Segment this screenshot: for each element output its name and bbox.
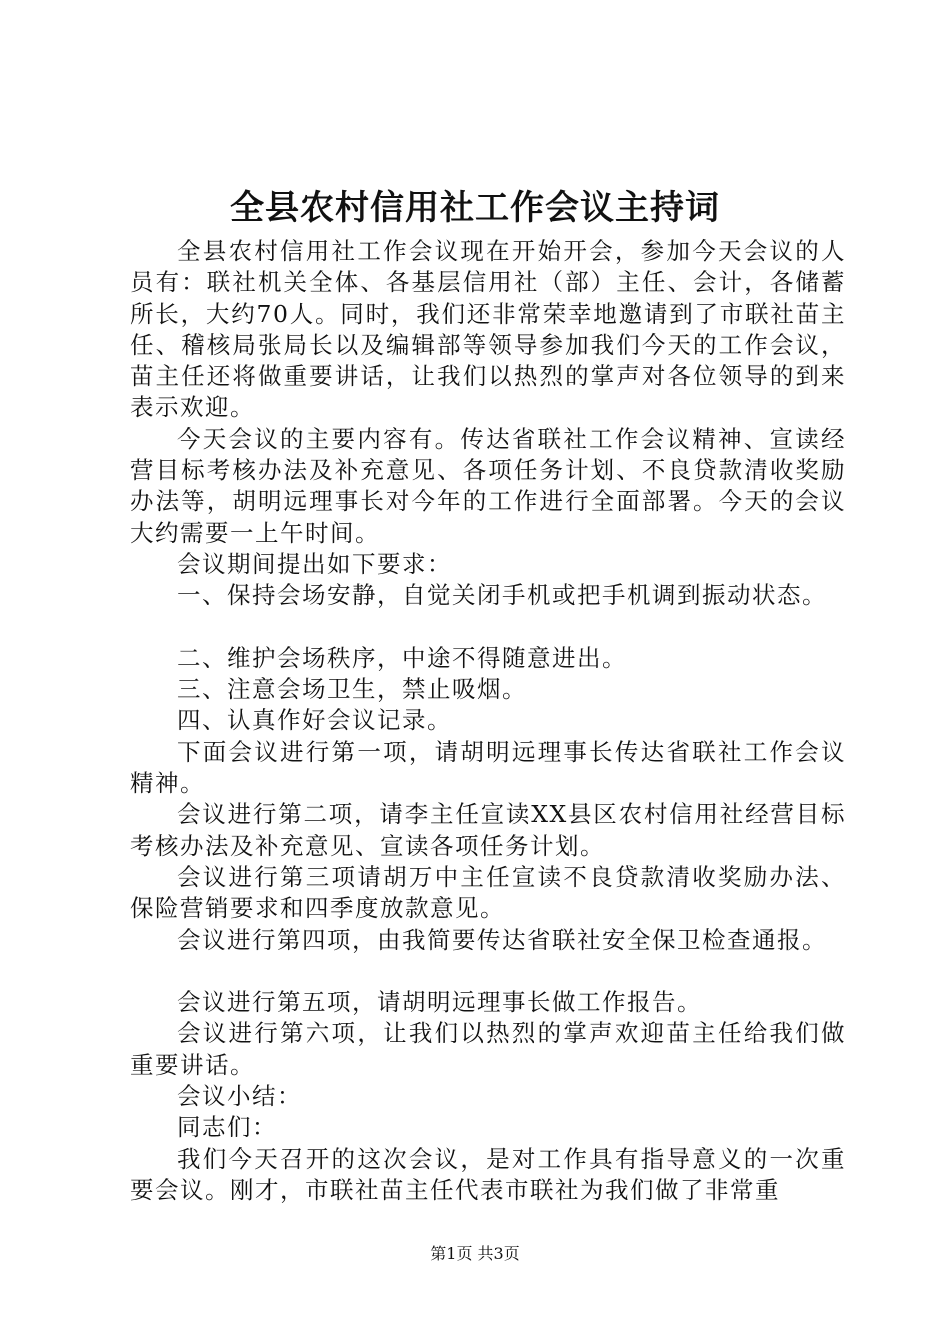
paragraph-item-4: 会议进行第四项，由我简要传达省联社安全保卫检查通报。: [177, 925, 827, 954]
paragraph-item-1: 下面会议进行第一项，请胡明远理事长传达省联社工作会议精神。: [130, 737, 846, 798]
paragraph-requirements-intro: 会议期间提出如下要求：: [177, 549, 452, 578]
paragraph-item-2: 会议进行第二项，请李主任宣读XX县区农村信用社经营目标考核办法及补充意见、宣读各项任务计划。: [130, 800, 846, 860]
paragraph-requirement-4: 四、认真作好会议记录。: [177, 706, 452, 735]
paragraph-item-5: 会议进行第五项，请胡明远理事长做工作报告。: [177, 988, 702, 1017]
paragraph-summary-text: 我们今天召开的这次会议，是对工作具有指导意义的一次重要会议。刚才，市联社苗主任代表市联社为我们做了非常重: [130, 1144, 846, 1204]
paragraph-item-6: 会议进行第六项，让我们以热烈的掌声欢迎苗主任给我们做重要讲话。: [130, 1019, 846, 1079]
page-number: 第1页 共3页: [430, 1244, 520, 1263]
document-title: 全县农村信用社工作会议主持词: [230, 188, 720, 228]
paragraph-item-3: 会议进行第三项请胡万中主任宣读不良贷款清收奖励办法、保险营销要求和四季度放款意见。: [130, 862, 846, 923]
document-body: [130, 236, 846, 1206]
paragraph-agenda: 今天会议的主要内容有。传达省联社工作会议精神、宣读经营目标考核办法及补充意见、各项任务计划、不良贷款清收奖励办法等，胡明远理事长对今年的工作进行全面部署。今天的会议大约需要一上午时间。: [130, 424, 846, 547]
paragraph-opening: 全县农村信用社工作会议现在开始开会，参加今天会议的人员有：联社机关全体、各基层信用社（部）主任、会计，各储蓄所长，大约70人。同时，我们还非常荣幸地邀请到了市联社苗主任、稽核局张局长以及编辑部等领导参加我们今天的工作会议，苗主任还将做重要讲话，让我们以热烈的掌声对各位领导的到来表示欢迎。: [130, 237, 846, 422]
paragraph-requirement-2: 二、维护会场秩序，中途不得随意进出。: [177, 643, 627, 672]
paragraph-salutation: 同志们：: [177, 1113, 277, 1142]
paragraph-summary-heading: 会议小结：: [177, 1082, 302, 1111]
paragraph-requirement-3: 三、注意会场卫生，禁止吸烟。: [177, 675, 527, 704]
paragraph-requirement-1: 一、保持会场安静，自觉关闭手机或把手机调到振动状态。: [177, 581, 827, 610]
